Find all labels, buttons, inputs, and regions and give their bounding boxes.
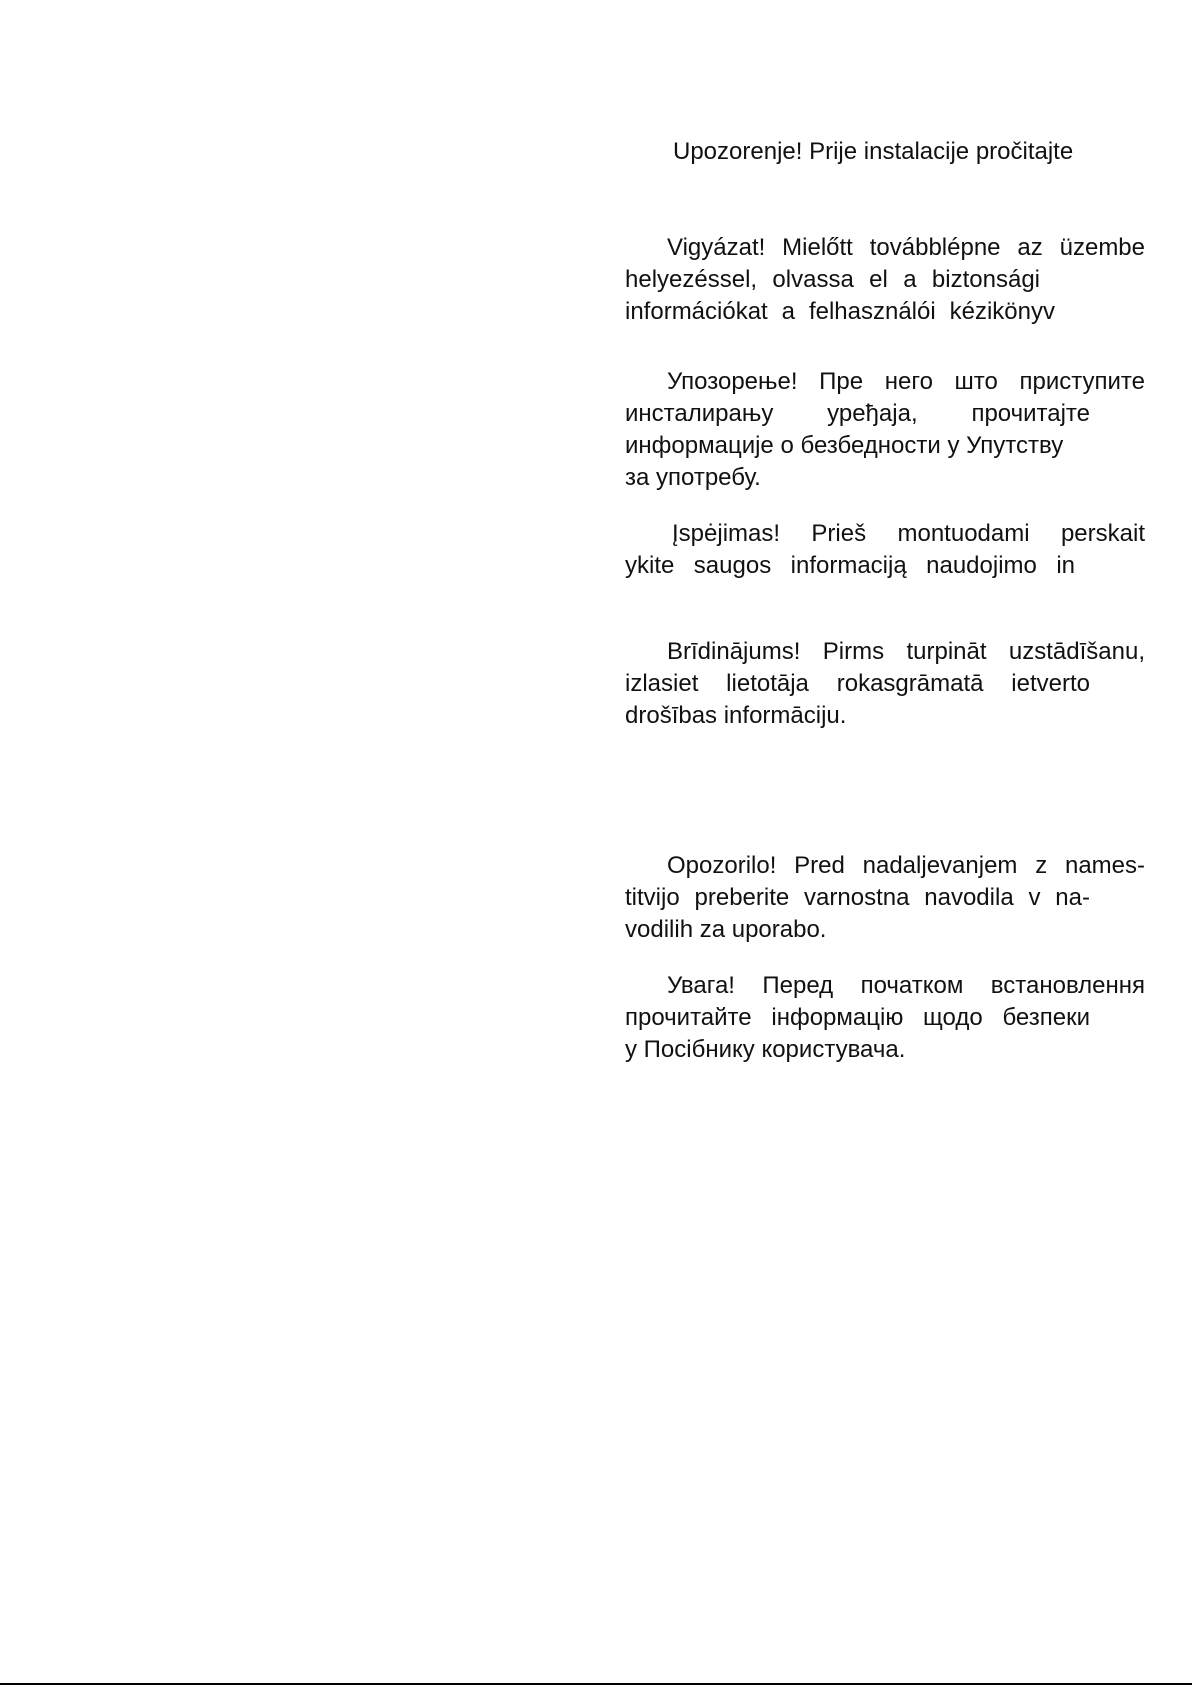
warning-line: ykite saugos informaciją naudojimo in (625, 552, 1075, 579)
warning-line: Vigyázat! Mielőtt továbblépne az üzembe (667, 234, 1145, 261)
warning-line: Opozorilo! Pred nadaljevanjem z names- (667, 852, 1145, 879)
warning-line: информације о безбедности у Упутству (625, 432, 1064, 459)
warning-hungarian (625, 232, 1145, 328)
warning-slovenian (625, 850, 1145, 946)
warning-lithuanian (625, 518, 1145, 582)
warning-line: Brīdinājums! Pirms turpināt uzstādīšanu, (667, 638, 1145, 665)
warning-line: drošības informāciju. (625, 702, 847, 729)
warning-line: у Посібнику користувача. (625, 1036, 906, 1063)
warning-croatian (625, 136, 1145, 168)
warning-ukrainian (625, 970, 1145, 1066)
warning-line: információkat a felhasználói kézikönyv (625, 298, 1055, 325)
warning-line: Упозорење! Пре него што приступите (667, 368, 1145, 395)
warning-line: прочитайте інформацію щодо безпеки (625, 1004, 1090, 1031)
warning-serbian (625, 366, 1145, 494)
warning-line: titvijo preberite varnostna navodila v na- (625, 884, 1090, 911)
warning-line: за употребу. (625, 464, 761, 491)
warning-line: Upozorenje! Prije instalacije pročitajte (673, 138, 1074, 165)
warning-line: инсталирању уређаја, прочитајте (625, 400, 1090, 427)
warning-line: izlasiet lietotāja rokasgrāmatā ietverto (625, 670, 1090, 697)
warning-line: Увага! Перед початком встановлення (667, 972, 1145, 999)
warning-latvian (625, 636, 1145, 732)
warning-line: Įspėjimas! Prieš montuodami perskait (672, 520, 1145, 547)
warning-line: vodilih za uporabo. (625, 916, 827, 943)
warning-line: helyezéssel, olvassa el a biztonsági (625, 266, 1040, 293)
